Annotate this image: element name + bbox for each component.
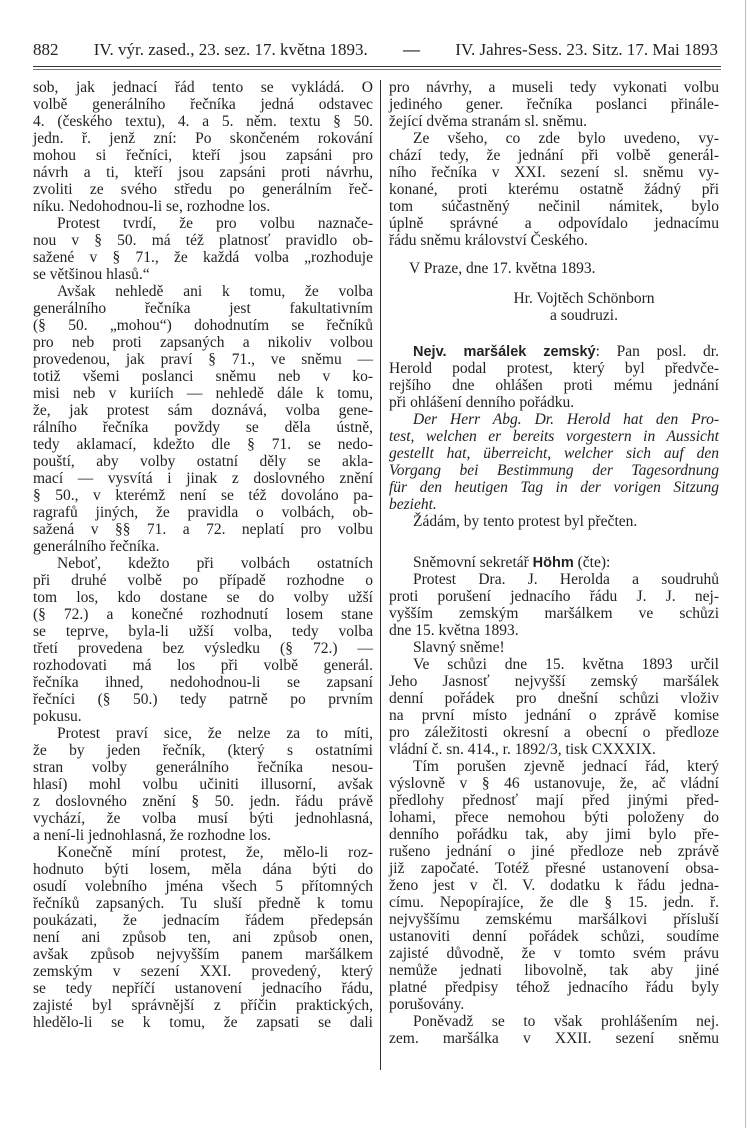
- text-line: rejšího dne ohlášen proti mému jednání: [389, 377, 719, 394]
- text-line: pro záležitosti okresní a obecní o předloze: [389, 724, 719, 741]
- text-line: lohami, přece nemohou býti položeny do: [389, 809, 719, 826]
- speaker-name: Nejv. maršálek zemský: [413, 344, 596, 360]
- text-line: zajisté důvodně, že v tomto svém právu: [389, 945, 719, 962]
- speech-first-line: [389, 343, 719, 360]
- paragraph: [33, 283, 373, 555]
- request-line: Žádám, by tento protest byl přečten.: [413, 513, 638, 530]
- text-line: totiž všemi poslanci sněmu neb v ko-: [33, 368, 373, 385]
- paragraph-conclusion: [389, 130, 719, 249]
- speaker-name: Höhm: [532, 555, 574, 571]
- secretary-prefix: Sněmovní sekretář: [413, 554, 533, 571]
- text-line: zemským v sezení XXI. provedený, který: [33, 963, 373, 980]
- signature-name: Hr. Vojtěch Schönborn: [513, 290, 655, 307]
- text-line: chází tedy, že jednání při volbě generál-: [389, 147, 719, 164]
- text-line: test, welchen er bereits vorgestern in Aussicht: [389, 428, 719, 445]
- text-line: nejvyššímu zemskému maršálkovi přísluší: [389, 911, 719, 928]
- text-line: dne 15. května 1893.: [389, 622, 519, 639]
- paragraph: [33, 844, 373, 1031]
- paragraph: [33, 555, 373, 725]
- text-line: für den heutigen Tag in der vorigen Sitzung: [389, 479, 719, 496]
- text-line: Ze všeho, co zde bylo uvedeno, vy-: [413, 130, 719, 147]
- text-line: vládní č. sn. 414., r. 1892/3, tisk CXXXIX.: [389, 741, 656, 758]
- text-line: že by jeden řečník, (který s ostatními: [33, 742, 373, 759]
- text-line: Avšak nehledě ani k tomu, že volba: [57, 283, 373, 300]
- text-line: řečníci (§ 50.) tedy patrně po prvním: [33, 691, 373, 708]
- text-line: osudí volebního jména všech 5 přítomných: [33, 878, 373, 895]
- text-line: pro neb proti zapsaných a nikoliv volbou: [33, 334, 373, 351]
- text-line: proti porušení jednacího řádu J. J. nej-: [389, 588, 719, 605]
- text-line: platné předpisy téhož jednacího řádu byly: [389, 979, 719, 996]
- text-line: řečníka ihned, nedohodnou-li se zapsaní: [33, 674, 373, 691]
- text-line: denního pořádku tak, aby jimi bylo pře-: [389, 826, 719, 843]
- text-line: vyšším zemským maršálkem ve schůzi: [389, 605, 719, 622]
- paragraph-intro: [389, 79, 719, 130]
- text-line: se teprve, byla-li užší volba, tedy volba: [33, 623, 373, 640]
- header-czech: IV. výr. zased., 23. sez. 17. května 1893.: [93, 40, 368, 59]
- text-line: hodnuto býti losem, měla dána býti do: [33, 861, 373, 878]
- text-line: mací — vysvítá i jinak z doslovného znění: [33, 470, 373, 487]
- text-line: gestellt hat, überreicht, welcher sich auf den: [389, 445, 719, 462]
- paragraph: [33, 725, 373, 844]
- text-line: sažené v § 71., že každá volba „rozhoduje: [33, 249, 373, 266]
- text-line: ženo jest v čl. V. dodatku k řádu jedna-: [389, 877, 719, 894]
- text-line: Konečně míní protest, že, mělo-li roz-: [57, 844, 373, 861]
- secretary-suffix: (čte):: [573, 554, 611, 571]
- paragraph: [33, 215, 373, 283]
- page-edge: [745, 0, 746, 1128]
- text-line: sažená v §§ 71. a 72. neplatí pro volbu: [33, 521, 373, 538]
- salutation: Slavný sněme!: [413, 639, 505, 656]
- text-line: porušovány.: [389, 996, 465, 1013]
- text-line: pokusu.: [33, 708, 82, 725]
- text-line: zajisté byl správnější z příčin praktických,: [33, 997, 373, 1014]
- text-line: hledělo-li se k tomu, že zapsati se dali: [33, 1014, 373, 1031]
- text-line: rozhodovati má los při volbě generál.: [33, 657, 373, 674]
- text-line: nou v § 50. má též platnosť pravidlo ob-: [33, 232, 373, 249]
- text-line: že, jak protest sám doznává, volba gene-: [33, 402, 373, 419]
- text-line: hlasí) mohl volbu učiniti illusorní, avšak: [33, 776, 373, 793]
- text-line: (§ 50. „mohou“) dohodnutím se řečníků: [33, 317, 373, 334]
- text-line: Jeho Jasnosť nejvyšší zemský maršálek: [389, 673, 719, 690]
- text-line: níku. Nedohodnou-li se, rozhodne los.: [33, 198, 271, 215]
- header-german: IV. Jahres-Sess. 23. Sitz. 17. Mai 1893: [455, 40, 718, 59]
- text-line: Der Herr Abg. Dr. Herold hat den Pro-: [413, 411, 719, 428]
- text-line: ního řečníka v XXI. sezení sl. sněmu vy-: [389, 164, 719, 181]
- text-line: Protest Dra. J. Herolda a soudruhů: [413, 571, 719, 588]
- text-line: generálního řečníka.: [33, 538, 160, 555]
- text-line: sob, jak jednací řád tento se vykládá. O: [33, 79, 373, 96]
- protest-title: [389, 571, 719, 639]
- text-line: tedy aklamací, kdežto dle § 71. se nedo-: [33, 436, 373, 453]
- text-line: § 50., v kterémž není se též dovoláno pa-: [33, 487, 373, 504]
- right-column: [389, 79, 719, 1047]
- protest-body: [389, 656, 719, 1047]
- text-line: úplně správné a odpovídalo jednacímu: [389, 215, 719, 232]
- speech-text: : Pan posl. dr.: [595, 343, 719, 360]
- text-line: Protest tvrdí, že pro volbu naznače-: [57, 215, 373, 232]
- text-line: pouští, aby volby ostatní děly se akla-: [33, 453, 373, 470]
- page-number: 882: [33, 40, 59, 59]
- column-divider: [380, 80, 381, 1070]
- text-line: volbě generálního řečníka jedná odstavec: [33, 96, 373, 113]
- text-line: Herold podal protest, který byl předvče-: [389, 360, 719, 377]
- text-line: zvoliti ze svého středu po generálním řeč-: [33, 181, 373, 198]
- secretary-reading: [389, 554, 719, 1047]
- text-line: avšak způsob nejvyšším panem maršálkem: [33, 946, 373, 963]
- text-line: jedn. ř. jenž zní: Po skončeném rokování: [33, 130, 373, 147]
- text-line: není ani způsob ten, ani způsob onen,: [33, 929, 373, 946]
- signature-suffix: a soudruzi.: [549, 307, 618, 324]
- marshal-german-text: [389, 411, 719, 513]
- text-line: na první místo jednání o zprávě komise: [389, 707, 719, 724]
- text-line: konané, proti kterému ostatně žádný při: [389, 181, 719, 198]
- text-line: rálního řečníka povždy se děla ústně,: [33, 419, 373, 436]
- text-line: ustanoviti denní pořádek schůzi, soudíme: [389, 928, 719, 945]
- text-line: jediného gener. řečníka poslanci přinále-: [389, 96, 719, 113]
- text-line: nemůže jednati libovolně, tak aby jiné: [389, 962, 719, 979]
- text-line: mohou si řečníci, kteří jsou zapsáni pro: [33, 147, 373, 164]
- text-line: Vorgang bei Bestimmung der Tagesordnung: [389, 462, 719, 479]
- text-line: při ohlášení denního pořádku.: [389, 394, 575, 411]
- text-line: címu. Nepopírajíce, že dle § 15. jedn. ř.: [389, 894, 719, 911]
- text-line: návrh a ti, kteří jsou zapsáni proti návrhu,: [33, 164, 373, 181]
- text-line: vychází, že volba musí býti jednohlasná,: [33, 810, 373, 827]
- text-line: se tedy nepříčí ustanovení jednacího řádu,: [33, 980, 373, 997]
- text-line: již započaté. Totéž přesné ustanovení obsa-: [389, 860, 719, 877]
- text-line: Tím porušen zjevně jednací řád, který: [413, 758, 719, 775]
- text-line: misi neb v kuriích — nehledě dále k tomu,: [33, 385, 373, 402]
- text-line: z doslovného znění § 50. jedn. řádu právě: [33, 793, 373, 810]
- text-line: (§ 72.) a konečné rozhodnutí losem stane: [33, 606, 373, 623]
- paragraph: [33, 79, 373, 215]
- text-line: a není-li jednohlasná, že rozhodne los.: [33, 827, 272, 844]
- text-line: řádu sněmu království Českého.: [389, 232, 588, 249]
- text-line: zem. maršálka v XXII. sezení sněmu: [389, 1030, 719, 1047]
- text-line: rušeno jednání o jiné předloze neb zprávě: [389, 843, 719, 860]
- text-line: se většinou hlasů.“: [33, 266, 150, 283]
- text-line: řečníků zapsaných. Tu sluší předně k tomu: [33, 895, 373, 912]
- text-line: stran volby generálního řečníka nesou-: [33, 759, 373, 776]
- text-line: provedenou, jak praví § 71., ve sněmu —: [33, 351, 373, 368]
- text-line: 4. (českého textu), 4. a 5. něm. textu § 50.: [33, 113, 373, 130]
- text-line: žející dvěma stranám sl. sněmu.: [389, 113, 587, 130]
- text-line: předlohy přednosť mají před jinými před-: [389, 792, 719, 809]
- running-header: [33, 40, 718, 60]
- text-line: Neboť, kdežto při volbách ostatních: [57, 555, 373, 572]
- secretary-line: [389, 554, 719, 571]
- text-line: Poněvadž se to však prohlášením nej.: [413, 1013, 719, 1030]
- text-line: Protest praví sice, že nelze za to míti,: [57, 725, 373, 742]
- text-line: Ve schůzi dne 15. května 1893 určil: [413, 656, 719, 673]
- text-line: denní pořádek pro dnešní schůzi vloživ: [389, 690, 719, 707]
- header-rule: [33, 66, 721, 70]
- marshal-speech: [389, 343, 719, 530]
- text-line: tom los, kdo dostane se do volby užší: [33, 589, 373, 606]
- header-separator: —: [403, 40, 421, 59]
- text-line: pro návrhy, a museli tedy vykonati volbu: [389, 79, 719, 96]
- text-line: ragrafů jiných, že pravidla o volbách, ob-: [33, 504, 373, 521]
- paragraph: [389, 1013, 719, 1047]
- date-line: V Praze, dne 17. května 1893.: [409, 260, 596, 277]
- text-line: třetí provedena bez výsledku (§ 72.) —: [33, 640, 373, 657]
- left-column: [33, 79, 373, 1031]
- text-line: bezieht.: [389, 496, 437, 513]
- text-line: při druhé volbě po případě rozhodne o: [33, 572, 373, 589]
- text-line: tom súčastněný nečinil námitek, bylo: [389, 198, 719, 215]
- paragraph: [389, 758, 719, 1013]
- text-line: poukázati, že jednacím řádem předepsán: [33, 912, 373, 929]
- text-line: výslovně v § 46 ustanovuje, že, ač vládní: [389, 775, 719, 792]
- marshal-czech-text: [389, 360, 719, 411]
- paragraph: [389, 656, 719, 758]
- text-line: generálního řečníka jest fakultativním: [33, 300, 373, 317]
